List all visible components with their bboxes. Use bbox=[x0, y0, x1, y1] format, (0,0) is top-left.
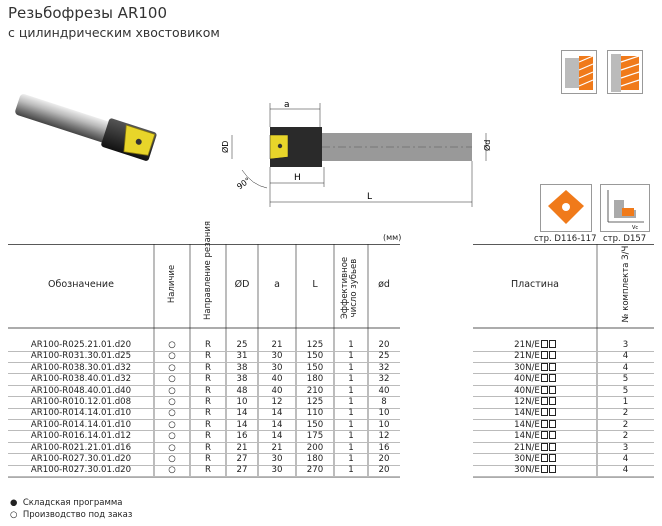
placeholder-box bbox=[549, 420, 556, 428]
insert-row bbox=[473, 386, 654, 397]
cell-z: 1 bbox=[348, 419, 354, 430]
cell-D: 48 bbox=[236, 385, 248, 396]
cell-avail: ○ bbox=[168, 442, 176, 453]
insert-code: 21N/E bbox=[514, 340, 540, 350]
cell-kit: 3 bbox=[622, 442, 629, 453]
dim-H-label: H bbox=[294, 173, 301, 183]
insert-row bbox=[473, 351, 654, 362]
cell-L: 150 bbox=[306, 419, 324, 430]
cell-z: 1 bbox=[348, 385, 354, 396]
cell-code: AR100-R010.12.01.d08 bbox=[30, 397, 132, 407]
cell-code: AR100-R025.21.01.d20 bbox=[30, 340, 132, 350]
insert-row bbox=[473, 420, 654, 431]
placeholder-box bbox=[541, 408, 548, 416]
cell-a: 40 bbox=[271, 374, 283, 385]
cell-L: 110 bbox=[306, 408, 324, 419]
cell-d: 20 bbox=[378, 465, 390, 476]
cell-d: 32 bbox=[378, 362, 390, 373]
cell-z: 1 bbox=[348, 340, 354, 350]
cell-D: 25 bbox=[236, 340, 248, 350]
cell-insert bbox=[473, 408, 597, 419]
cell-avail: ○ bbox=[168, 397, 176, 407]
cell-dir: R bbox=[205, 351, 211, 362]
insert-code: 14N/E bbox=[514, 408, 540, 419]
placeholder-box bbox=[541, 340, 548, 348]
table-row bbox=[8, 420, 400, 431]
cell-L: 125 bbox=[306, 340, 324, 350]
cell-D: 21 bbox=[236, 442, 248, 453]
cell-D: 16 bbox=[236, 431, 248, 442]
cell-a: 12 bbox=[271, 397, 283, 407]
col-L: L bbox=[312, 279, 318, 290]
cell-L: 150 bbox=[306, 351, 324, 362]
cell-kit: 2 bbox=[622, 431, 629, 442]
cell-z: 1 bbox=[348, 362, 354, 373]
cell-code: AR100-R014.14.01.d10 bbox=[30, 408, 132, 419]
cell-z: 1 bbox=[348, 351, 354, 362]
cell-kit: 4 bbox=[622, 351, 629, 362]
table-row bbox=[8, 351, 400, 362]
cell-code: AR100-R038.30.01.d32 bbox=[30, 362, 132, 373]
insert-code: 40N/E bbox=[514, 374, 540, 385]
stock-symbol: ● bbox=[10, 498, 18, 508]
units-label: (мм) bbox=[383, 233, 402, 242]
cell-kit: 4 bbox=[622, 454, 629, 464]
cell-a: 30 bbox=[271, 351, 283, 362]
insert-code: 14N/E bbox=[514, 431, 540, 442]
col-kit: № комплекта З/Ч bbox=[621, 245, 631, 323]
placeholder-box bbox=[541, 420, 548, 428]
insert-row bbox=[473, 363, 654, 374]
cell-dir: R bbox=[205, 454, 211, 464]
insert-code: 12N/E bbox=[514, 397, 540, 407]
placeholder-box bbox=[549, 351, 556, 359]
cell-D: 38 bbox=[236, 374, 248, 385]
tool-shank bbox=[14, 93, 116, 145]
cell-L: 270 bbox=[306, 465, 324, 476]
dim-d-label: Ød bbox=[483, 139, 492, 151]
row-divider bbox=[8, 476, 400, 477]
placeholder-box bbox=[549, 374, 556, 382]
insert-row bbox=[473, 408, 654, 419]
cell-kit: 2 bbox=[622, 419, 629, 430]
cell-avail: ○ bbox=[168, 385, 176, 396]
table-row bbox=[8, 363, 400, 374]
cell-dir: R bbox=[205, 431, 211, 442]
placeholder-box bbox=[549, 408, 556, 416]
cell-dir: R bbox=[205, 465, 211, 476]
table-row bbox=[8, 408, 400, 419]
cell-a: 14 bbox=[271, 408, 283, 419]
placeholder-box bbox=[541, 465, 548, 473]
cutting-page-ref[interactable]: стр. D157 bbox=[603, 234, 647, 244]
placeholder-box bbox=[549, 431, 556, 439]
insert-row bbox=[473, 374, 654, 385]
cell-a: 14 bbox=[271, 419, 283, 430]
insert-code: 21N/E bbox=[514, 351, 540, 362]
cell-a: 30 bbox=[271, 362, 283, 373]
cell-a: 40 bbox=[271, 385, 283, 396]
cell-d: 12 bbox=[378, 431, 390, 442]
cell-avail: ○ bbox=[168, 340, 176, 350]
col-a: a bbox=[274, 279, 280, 290]
cell-z: 1 bbox=[348, 454, 354, 464]
cell-d: 10 bbox=[378, 408, 390, 419]
insert-row bbox=[473, 465, 654, 476]
placeholder-box bbox=[541, 443, 548, 451]
insert-row bbox=[473, 431, 654, 442]
table-row bbox=[8, 454, 400, 465]
insert-table bbox=[473, 244, 654, 494]
technical-drawing bbox=[212, 95, 502, 210]
cell-avail: ○ bbox=[168, 465, 176, 476]
cell-d: 25 bbox=[378, 351, 390, 362]
cutting-conditions-icon bbox=[600, 184, 650, 232]
cell-L: 180 bbox=[306, 454, 324, 464]
cell-code: AR100-R014.14.01.d10 bbox=[30, 419, 132, 430]
cell-z: 1 bbox=[348, 431, 354, 442]
cell-dir: R bbox=[205, 340, 211, 350]
order-symbol: ○ bbox=[10, 510, 18, 520]
row-divider bbox=[473, 476, 654, 477]
cell-insert bbox=[473, 443, 597, 454]
cell-insert bbox=[473, 420, 597, 431]
placeholder-box bbox=[549, 465, 556, 473]
cell-kit: 2 bbox=[622, 408, 629, 419]
cell-code: AR100-R027.30.01.d20 bbox=[30, 465, 132, 476]
page-title: Резьбофрезы AR100 bbox=[8, 4, 167, 22]
insert-row bbox=[473, 397, 654, 408]
col-insert: Пластина bbox=[510, 279, 559, 290]
cell-insert bbox=[473, 340, 597, 351]
cell-d: 40 bbox=[378, 385, 390, 396]
table-row bbox=[8, 386, 400, 397]
insert-code: 40N/E bbox=[514, 385, 540, 396]
insert-code: 30N/E bbox=[514, 454, 540, 464]
page-subtitle: с цилиндрическим хвостовиком bbox=[8, 25, 220, 40]
dim-a-label: a bbox=[284, 100, 290, 110]
cell-a: 30 bbox=[271, 454, 283, 464]
cell-kit: 1 bbox=[622, 397, 629, 407]
insert-row bbox=[473, 454, 654, 465]
cell-dir: R bbox=[205, 362, 211, 373]
cell-d: 10 bbox=[378, 419, 390, 430]
placeholder-box bbox=[549, 397, 556, 405]
dim-D-label: ØD bbox=[221, 140, 230, 153]
cell-a: 21 bbox=[271, 442, 283, 453]
cell-z: 1 bbox=[348, 465, 354, 476]
placeholder-box bbox=[549, 386, 556, 394]
placeholder-box bbox=[541, 374, 548, 382]
cell-D: 14 bbox=[236, 408, 248, 419]
cell-dir: R bbox=[205, 419, 211, 430]
cell-L: 180 bbox=[306, 374, 324, 385]
cell-z: 1 bbox=[348, 442, 354, 453]
table-row bbox=[8, 397, 400, 408]
cell-L: 200 bbox=[306, 442, 324, 453]
cell-avail: ○ bbox=[168, 351, 176, 362]
cell-a: 30 bbox=[271, 465, 283, 476]
cell-insert bbox=[473, 465, 597, 476]
table-row bbox=[8, 443, 400, 454]
cell-a: 14 bbox=[271, 431, 283, 442]
placeholder-box bbox=[549, 340, 556, 348]
cell-D: 27 bbox=[236, 465, 248, 476]
cell-dir: R bbox=[205, 397, 211, 407]
cell-dir: R bbox=[205, 442, 211, 453]
table-row bbox=[8, 374, 400, 385]
cell-kit: 5 bbox=[622, 374, 629, 385]
cell-kit: 3 bbox=[622, 340, 629, 350]
placeholder-box bbox=[541, 397, 548, 405]
table-row bbox=[8, 465, 400, 476]
cell-d: 16 bbox=[378, 442, 390, 453]
insert-code: 30N/E bbox=[514, 465, 540, 476]
thread-milling-icon-1 bbox=[561, 50, 597, 94]
cell-D: 10 bbox=[236, 397, 248, 407]
cell-code: AR100-R038.40.01.d32 bbox=[30, 374, 132, 385]
cell-z: 1 bbox=[348, 408, 354, 419]
angle-label: 90° bbox=[235, 175, 253, 192]
cell-avail: ○ bbox=[168, 374, 176, 385]
placeholder-box bbox=[541, 351, 548, 359]
col-teeth: Эффективное число зубьев bbox=[340, 256, 359, 320]
insert-code: 30N/E bbox=[514, 362, 540, 373]
cell-D: 27 bbox=[236, 454, 248, 464]
col-D: ØD bbox=[234, 279, 250, 290]
placeholder-box bbox=[541, 363, 548, 371]
cell-code: AR100-R021.21.01.d16 bbox=[30, 442, 132, 453]
col-availability: Наличие bbox=[167, 264, 177, 304]
placeholder-box bbox=[549, 443, 556, 451]
cell-kit: 4 bbox=[622, 362, 629, 373]
cell-code: AR100-R031.30.01.d25 bbox=[30, 351, 132, 362]
cell-D: 38 bbox=[236, 362, 248, 373]
cell-avail: ○ bbox=[168, 408, 176, 419]
insert-icon bbox=[540, 184, 592, 232]
dim-L-label: L bbox=[367, 192, 373, 202]
cell-d: 20 bbox=[378, 454, 390, 464]
vc-label: Vc bbox=[632, 225, 639, 231]
cell-code: AR100-R016.14.01.d12 bbox=[30, 431, 132, 442]
insert-code: 21N/E bbox=[514, 442, 540, 453]
placeholder-box bbox=[549, 454, 556, 462]
cell-d: 20 bbox=[378, 340, 390, 350]
placeholder-box bbox=[549, 363, 556, 371]
cell-d: 32 bbox=[378, 374, 390, 385]
cell-code: AR100-R048.40.01.d40 bbox=[30, 385, 132, 396]
insert-code: 14N/E bbox=[514, 419, 540, 430]
col-designation: Обозначение bbox=[48, 279, 114, 290]
insert-page-ref[interactable]: стр. D116-117 bbox=[534, 234, 597, 244]
cell-insert bbox=[473, 397, 597, 408]
cell-insert bbox=[473, 351, 597, 362]
legend-order: ○ Производство под заказ bbox=[10, 510, 133, 520]
cell-insert bbox=[473, 454, 597, 465]
cell-D: 14 bbox=[236, 419, 248, 430]
cell-insert bbox=[473, 363, 597, 374]
cell-z: 1 bbox=[348, 374, 354, 385]
cell-L: 125 bbox=[306, 397, 324, 407]
thread-milling-icon-2 bbox=[607, 50, 643, 94]
cell-avail: ○ bbox=[168, 419, 176, 430]
cell-dir: R bbox=[205, 374, 211, 385]
table-row bbox=[8, 431, 400, 442]
cell-z: 1 bbox=[348, 397, 354, 407]
table-row bbox=[8, 340, 400, 351]
col-direction: Направление резания bbox=[203, 221, 213, 320]
placeholder-box bbox=[541, 454, 548, 462]
cell-d: 8 bbox=[381, 397, 387, 407]
cell-a: 21 bbox=[271, 340, 283, 350]
insert-row bbox=[473, 340, 654, 351]
placeholder-box bbox=[541, 386, 548, 394]
cell-L: 210 bbox=[306, 385, 324, 396]
cell-dir: R bbox=[205, 408, 211, 419]
cell-insert bbox=[473, 374, 597, 385]
cell-insert bbox=[473, 431, 597, 442]
cell-code: AR100-R027.30.01.d20 bbox=[30, 454, 132, 464]
cell-L: 150 bbox=[306, 362, 324, 373]
placeholder-box bbox=[541, 431, 548, 439]
cell-kit: 4 bbox=[622, 465, 629, 476]
cell-L: 175 bbox=[306, 431, 324, 442]
tool-photo bbox=[4, 88, 174, 178]
col-d: ød bbox=[378, 279, 390, 290]
cell-dir: R bbox=[205, 385, 211, 396]
cell-insert bbox=[473, 386, 597, 397]
legend-stock: ● Складская программа bbox=[10, 498, 123, 508]
cell-avail: ○ bbox=[168, 454, 176, 464]
cell-kit: 5 bbox=[622, 385, 629, 396]
cell-D: 31 bbox=[236, 351, 248, 362]
cell-avail: ○ bbox=[168, 431, 176, 442]
cell-avail: ○ bbox=[168, 362, 176, 373]
insert-row bbox=[473, 443, 654, 454]
